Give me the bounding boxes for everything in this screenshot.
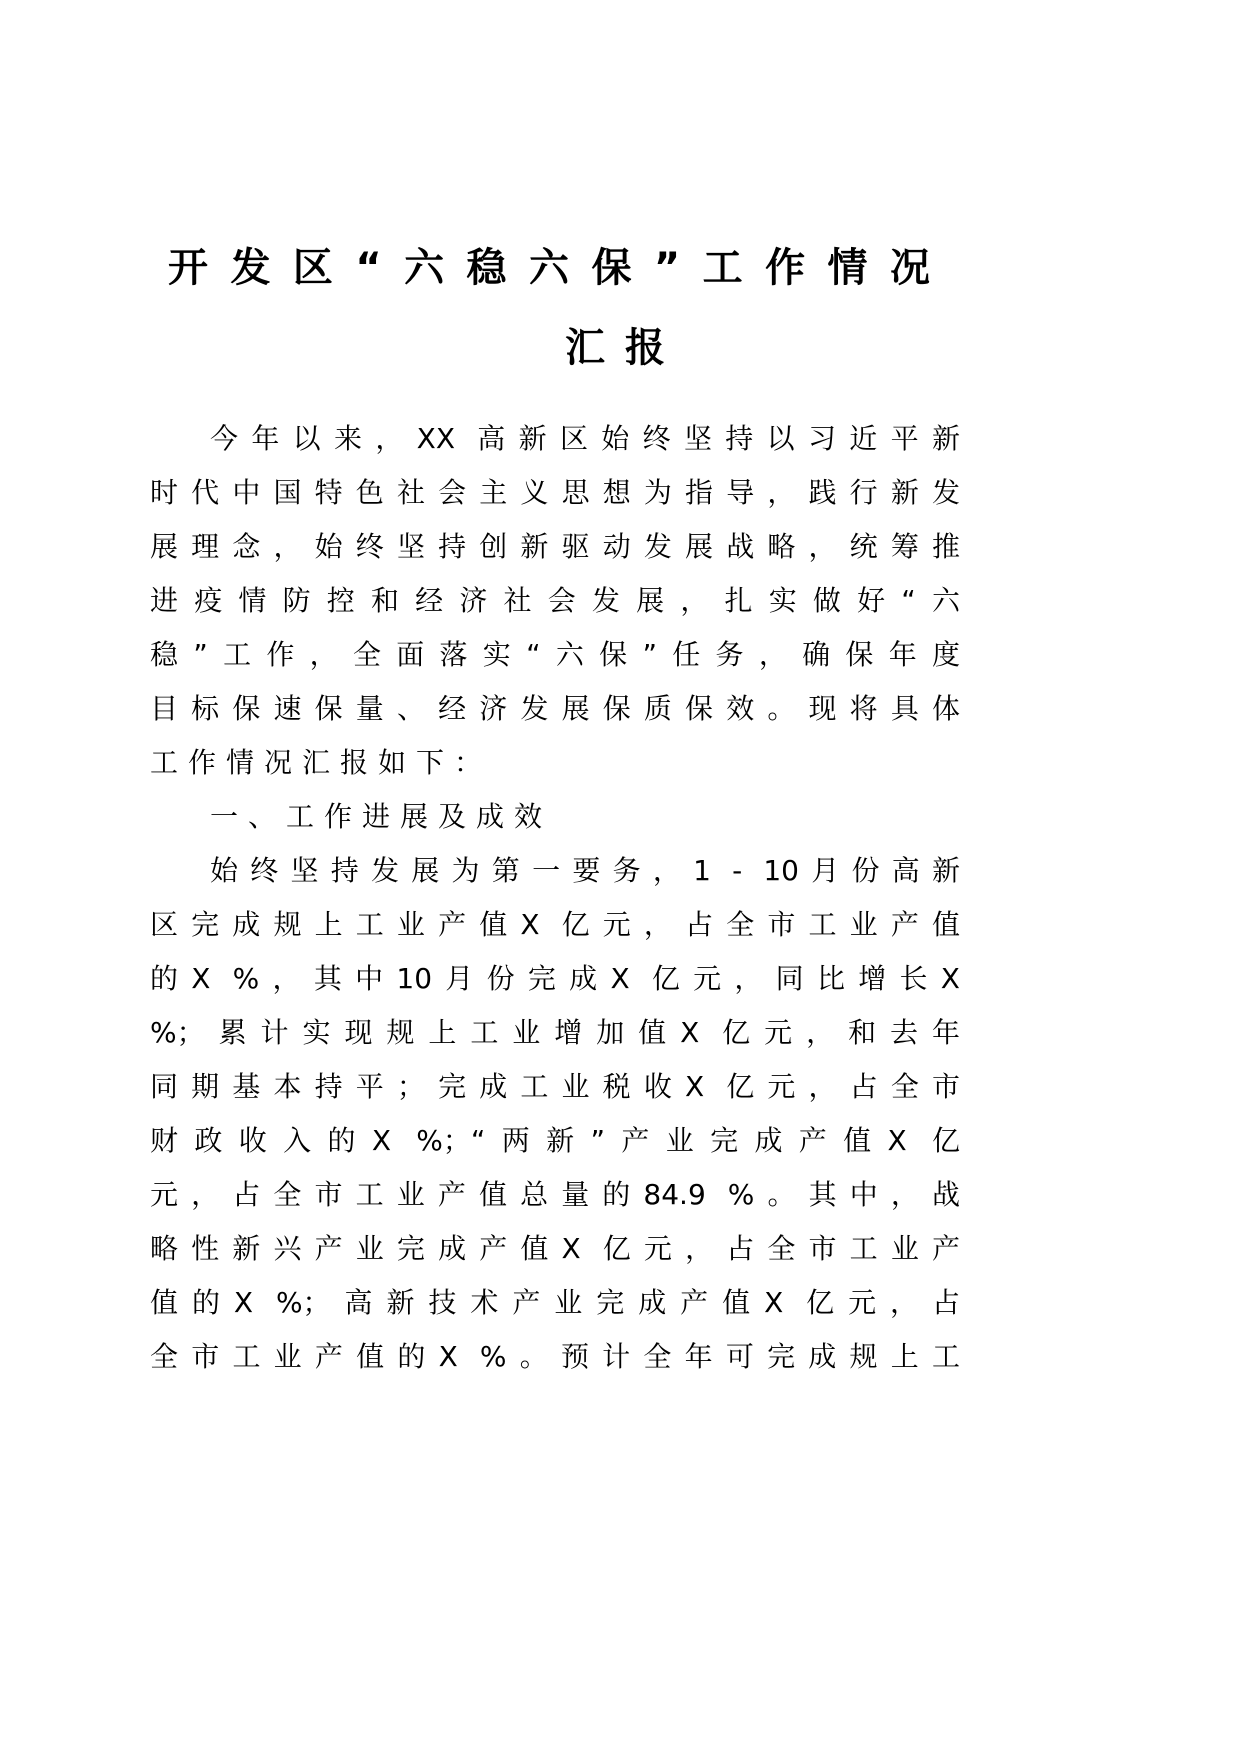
paragraph-line: 全市工业产值的X %。预计全年可完成规上工 [150,1340,960,1373]
paragraph-line: 进疫情防控和经济社会发展，扎实做好“六 [150,584,960,617]
paragraph-line: %；累计实现规上工业增加值X 亿元，和去年 [150,1016,960,1049]
document-title-line-2: 汇报 [565,325,685,371]
paragraph-line: 今年以来，XX 高新区始终坚持以习近平新 [210,422,960,455]
paragraph [150,790,960,844]
paragraph-line: 略性新兴产业完成产值X 亿元，占全市工业产 [150,1232,960,1265]
paragraph-line: 目标保速保量、经济发展保质保效。现将具体 [150,692,960,725]
paragraph-line: 时代中国特色社会主义思想为指导，践行新发 [150,476,960,509]
paragraph-line: 元，占全市工业产值总量的84.9 %。其中，战 [150,1178,960,1211]
paragraph-line: 一、工作进展及成效 [210,800,553,833]
paragraph-line: 同期基本持平；完成工业税收X 亿元，占全市 [150,1070,960,1103]
paragraph-line: 工作情况汇报如下： [150,746,493,779]
document-title-line-1: 开发区“六稳六保”工作情况 [168,245,930,291]
paragraph-line: 值的X %；高新技术产业完成产值X 亿元，占 [150,1286,960,1319]
paragraph-line: 始终坚持发展为第一要务，1 - 10月份高新 [210,854,960,887]
paragraph-line: 财政收入的X %；“两新”产业完成产值X 亿 [150,1124,960,1157]
paragraph-line: 展理念，始终坚持创新驱动发展战略，统筹推 [150,530,960,563]
paragraph-line: 稳”工作，全面落实“六保”任务，确保年度 [150,638,960,671]
document-body [150,412,960,1384]
paragraph [150,844,960,1384]
paragraph-line: 区完成规上工业产值X 亿元，占全市工业产值 [150,908,960,941]
paragraph [150,412,960,790]
paragraph-line: 的X %，其中10月份完成X 亿元，同比增长X [150,962,960,995]
